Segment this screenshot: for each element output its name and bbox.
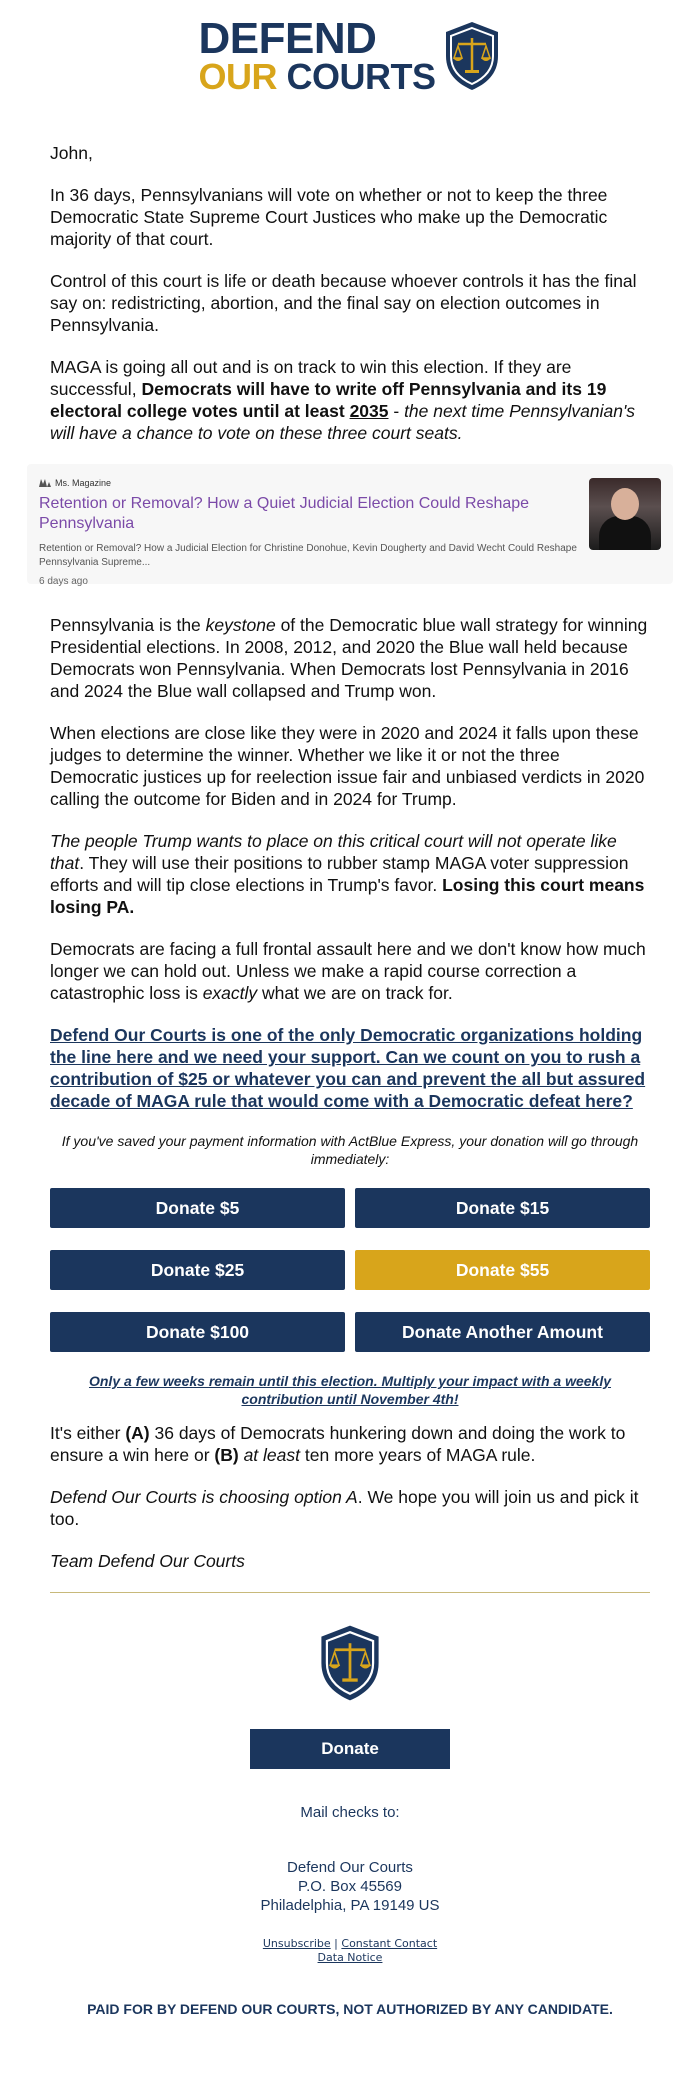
constant-contact-link[interactable]: Constant Contact: [341, 1937, 438, 1950]
donate-other-button[interactable]: Donate Another Amount: [355, 1312, 650, 1352]
logo-line-2: [198, 55, 436, 97]
data-notice-link[interactable]: Data Notice: [317, 1951, 383, 1964]
logo-wordmark: [198, 14, 436, 97]
logo-line-1: DEFEND: [198, 14, 377, 63]
paragraph-control: Control of this court is life or death because whoever controls it has the final say on: redistricting, abortion, and the final say on election outcomes in Pennsylvania.: [50, 271, 637, 335]
footer-logo: [0, 1623, 700, 1703]
header-logo[interactable]: [0, 0, 700, 112]
paragraph-intro: In 36 days, Pennsylvanians will vote on whether or not to keep the three Democratic State Supreme Court Justices who make up the Democratic majority of that court.: [50, 185, 608, 249]
mail-city: Philadelphia, PA 19149 US: [260, 1897, 440, 1914]
article-link-card[interactable]: [27, 464, 673, 587]
paragraph-judges: When elections are close like they were in 2020 and 2024 it falls upon these judges to determine the winner. Whether we like it or not the three Democratic justices up for reelection issue fair and unbiased verdicts in 2020 calling the outcome for Biden and in 2024 for Trump.: [50, 723, 645, 809]
footer-divider: [50, 1592, 650, 1593]
paid-for-disclaimer: PAID FOR BY DEFEND OUR COURTS, NOT AUTHORIZED BY ANY CANDIDATE.: [87, 2001, 613, 2017]
paragraph-trump: The people Trump wants to place on this critical court will not operate like that. They will use their positions to rubber stamp MAGA voter suppression efforts and will tip close elections in Trump's favor. Losing this court means losing PA.: [50, 831, 645, 917]
cta-link[interactable]: Defend Our Courts is one of the only Democratic organizations holding the line here and we need your support. Can we count on you to rush a contribution of $25 or whatever you can and prevent the all but assured decade of MAGA rule that would come with a Democratic defeat here?: [50, 1025, 646, 1111]
footer-donate-button[interactable]: Donate: [250, 1729, 450, 1769]
donate-55-button[interactable]: Donate $55: [355, 1250, 650, 1290]
donate-buttons: [0, 1188, 700, 1352]
article-title[interactable]: Retention or Removal? How a Quiet Judicial Election Could Reshape Pennsylvania: [39, 495, 530, 532]
paragraph-maga: MAGA is going all out and is on track to win this election. If they are successful, Democrats will have to write off Pennsylvania and its 19 electoral college votes until at least 2035 - the next time Pennsylvanian's will have a chance to vote on these three court seats.: [50, 357, 636, 443]
message-content-3: [0, 1422, 700, 1572]
donate-5-button[interactable]: Donate $5: [50, 1188, 345, 1228]
article-source: Ms. Magazine: [39, 478, 579, 488]
weekly-contribution-link[interactable]: Only a few weeks remain until this election. Multiply your impact with a weekly contribution until November 4th!: [88, 1373, 612, 1407]
paragraph-choice: Defend Our Courts is choosing option A. We hope you will join us and pick it too.: [50, 1487, 639, 1529]
paragraph-options: It's either (A) 36 days of Democrats hunkering down and doing the work to ensure a win here or (B) at least ten more years of MAGA rule.: [50, 1423, 626, 1465]
article-age: 6 days ago: [39, 576, 88, 587]
message-content: [0, 142, 700, 444]
magazine-favicon-icon: [39, 479, 51, 487]
shield-scales-icon: [317, 1623, 383, 1703]
footer-links: Unsubscribe | Constant Contact Data Notice: [262, 1937, 438, 1964]
mail-label: Mail checks to:: [300, 1804, 400, 1821]
logo-word-courts: COURTS: [286, 55, 436, 97]
article-thumbnail[interactable]: [589, 478, 661, 550]
donate-25-button[interactable]: Donate $25: [50, 1250, 345, 1290]
donate-100-button[interactable]: Donate $100: [50, 1312, 345, 1352]
signoff: Team Defend Our Courts: [50, 1551, 245, 1571]
mail-box: P.O. Box 45569: [298, 1878, 402, 1895]
donate-15-button[interactable]: Donate $15: [355, 1188, 650, 1228]
shield-scales-icon: [442, 20, 502, 92]
message-content-2: [0, 614, 700, 1168]
article-description: Retention or Removal? How a Judicial Election for Christine Donohue, Kevin Dougherty and David Wecht Could Reshape Pennsylvania Supreme...: [39, 543, 577, 568]
logo-word-our: OUR: [198, 55, 277, 97]
paragraph-keystone: Pennsylvania is the keystone of the Democratic blue wall strategy for winning Presidential elections. In 2008, 2012, and 2020 the Blue wall held because Democrats won Pennsylvania. When Democrats lost Pennsylvania in 2016 and 2024 the Blue wall collapsed and Trump won.: [50, 615, 648, 701]
actblue-express-note: If you've saved your payment information with ActBlue Express, your donation will go through immediately:: [61, 1133, 639, 1167]
mail-org: Defend Our Courts: [287, 1859, 413, 1876]
paragraph-assault: Democrats are facing a full frontal assault here and we don't know how much longer we can hold out. Unless we make a rapid course correction a catastrophic loss is exactly what we are on track for.: [50, 939, 646, 1003]
unsubscribe-link[interactable]: Unsubscribe: [262, 1937, 331, 1950]
salutation: John,: [50, 143, 93, 163]
